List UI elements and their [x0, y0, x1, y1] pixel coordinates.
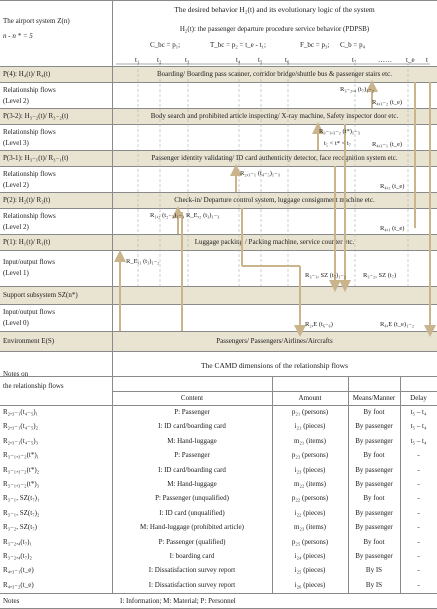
table-left-title: Notes on: [3, 370, 29, 378]
row-delay: -: [417, 451, 420, 460]
tick-t5: t₅: [258, 56, 263, 64]
row-content: P: Passenger: [174, 451, 210, 460]
support-label: Support subsystem SZ(n*): [3, 291, 78, 299]
flow-sub-6: (Level 0): [3, 319, 29, 327]
system-subtitle: n - n * = 5: [3, 32, 33, 40]
flow-label-6: Input/output flows: [3, 308, 55, 316]
table-title: The CAMD dimensions of the relationship flows: [200, 361, 349, 370]
col-amount: Amount: [298, 394, 322, 402]
row-flow: R₃₋₁,₃₋₂(t*)₁: [3, 451, 40, 460]
row-content: I: Dissatisfaction survey report: [148, 566, 236, 575]
tick-t3: t₃: [185, 56, 190, 64]
row-flow: R₃₋₂, SZ(t₇): [3, 523, 37, 532]
level-p4-text: Boarding/ Boarding pass scanner, corridor bridge/shuttle bus & passenger stairs etc.: [157, 70, 392, 78]
col-means: Means/Manner: [352, 394, 396, 402]
row-delay: -: [417, 494, 420, 503]
tick-t4: t₄: [236, 56, 241, 64]
level-p4-label: P(4): H₄(t)/ R₄(t): [3, 70, 51, 78]
tick-dots: ……: [378, 56, 392, 64]
flow-r4e: R₄,E (t_e)₁₋₂: [380, 321, 415, 328]
flow-label-1: Relationship flows: [3, 86, 56, 94]
flow-label-4: Relationship flows: [3, 212, 56, 220]
row-flow: R₂,₃₋₁(t₄₋₅)₁: [3, 408, 39, 416]
flow-r231: R₂,₃₋₁ (t₄₋₅)₁₋₃: [240, 170, 280, 177]
notes-label: Notes: [3, 597, 20, 605]
row-means: By IS: [365, 566, 383, 575]
row-content: I: boarding card: [169, 552, 215, 560]
col-delay: Delay: [410, 394, 427, 402]
row-content: P: Passenger (unqualified): [155, 494, 229, 503]
row-content: I: ID card/boarding card: [158, 465, 226, 474]
row-delay: -: [417, 566, 420, 575]
flow-r3132: R₃₋₁,₃₋₂ (t*)₁₋₃: [319, 128, 360, 135]
param-tbc: T_bc = p₂ = t_e - t₁;: [210, 41, 266, 49]
param-cbc: C_bc = p₁;: [150, 41, 181, 49]
row-amount: m₂₁ (items): [294, 436, 326, 445]
flow-r42: R₄,₂ (t_e): [380, 183, 405, 190]
flow-re1: R_E,₁ (t₁)₁₋₂: [126, 258, 160, 265]
flow-re2: R_E,₂ (t₃)₁₋₃: [186, 212, 220, 219]
row-means: By passenger: [355, 552, 393, 560]
flow-r431: R₄,₃₋₁ (t_e): [372, 141, 403, 148]
row-flow: R₂,₃₋₁(t₄₋₅)₂: [3, 422, 39, 431]
row-amount: m₂₃ (items): [294, 523, 326, 532]
tick-t6: t₆: [285, 56, 290, 64]
row-amount: i₂₅ (pieces): [294, 566, 326, 575]
row-content: I: ID card/boarding card: [158, 422, 226, 431]
flow-sub-4: (Level 2): [3, 223, 29, 231]
param-cb: C_b = p₄: [340, 41, 366, 49]
flow-label-3: Relationship flows: [3, 170, 56, 178]
row-content: M: Hand-luggage: [167, 436, 217, 445]
flow-r41: R₄,₁ (t_e): [380, 225, 405, 232]
param-fbc: F_bc = p₃;: [300, 41, 330, 49]
row-flow: R₃₋₁,₃₋₂(t*)₃: [3, 480, 40, 488]
tick-t: t: [426, 56, 428, 64]
row-content: P: Passenger (qualified): [158, 537, 226, 546]
row-delay: -: [417, 552, 420, 560]
row-content: I: Dissatisfaction survey report: [148, 580, 236, 589]
row-delay: -: [417, 465, 420, 474]
row-amount: p₂₅ (persons): [291, 537, 329, 546]
row-content: I: ID card (unqualified): [159, 508, 225, 517]
row-amount: i₂₃ (pieces): [294, 465, 326, 474]
flow-sub-3: (Level 2): [3, 181, 29, 189]
row-means: By passenger: [355, 436, 393, 445]
row-delay: -: [417, 508, 420, 517]
row-means: By passenger: [355, 523, 393, 532]
row-amount: p₂₂ (persons): [291, 494, 329, 503]
row-means: By foot: [363, 537, 385, 546]
row-flow: R₃₋₁, SZ(t₇)₁: [3, 494, 40, 503]
level-p1-label: P(1): H₁(t)/ R₁(t): [3, 238, 51, 246]
level-p2-text: Check-in/ Departure control system, luggage consignment machine etc.: [174, 196, 375, 204]
row-means: By foot: [363, 408, 385, 416]
row-means: By passenger: [355, 480, 393, 488]
row-delay: -: [417, 537, 420, 546]
row-means: By passenger: [355, 422, 393, 431]
row-means: By passenger: [355, 465, 393, 474]
row-amount: m₂₂ (items): [294, 480, 326, 488]
flow-sub-1: (Level 2): [3, 97, 29, 105]
level-p31-text: Passenger identity validating/ ID card authenticity detector, face recognition system etc.: [151, 154, 398, 162]
row-amount: p₂₃ (persons): [291, 451, 329, 460]
level-p2-label: P(2): H₂(t)/ R₂(t): [3, 196, 51, 204]
row-delay: -: [417, 580, 420, 589]
behavior-title: The desired behavior H₂(t) and its evolutionary logic of the system: [174, 5, 375, 14]
row-means: By foot: [363, 494, 385, 503]
row-content: P: Passenger: [174, 408, 210, 416]
row-means: By IS: [365, 580, 383, 589]
env-text: Passengers/ Passengers/Airlines/Aircrafts: [216, 337, 333, 345]
flow-label-5: Input/output flows: [3, 258, 55, 266]
row-means: By passenger: [355, 508, 393, 517]
row-amount: p₂₁ (persons): [291, 408, 329, 416]
row-delay: t₅ – t₄: [410, 436, 427, 445]
row-delay: -: [417, 523, 420, 532]
row-amount: i₂₄ (pieces): [294, 552, 326, 560]
flow-sub-5: (Level 1): [3, 269, 29, 277]
row-content: M: Hand-luggage: [167, 480, 217, 488]
flow-tstar: t₅ < t* < t₇: [324, 140, 352, 147]
row-flow: R₃₋₁,₃₋₂(t*)₂: [3, 465, 40, 474]
row-content: M: Hand-luggage (prohibited article): [140, 523, 244, 532]
col-content: Content: [180, 394, 204, 402]
row-flow: R₃₋₁, SZ(t₇)₂: [3, 508, 40, 517]
level-p32-label: P(3-2): H₃₋₂(t)/ R₃₋₂(t): [3, 112, 69, 120]
system-title: The airport system Z(n): [3, 17, 70, 25]
tick-t1: t₁: [135, 56, 140, 64]
row-delay: -: [417, 480, 420, 488]
flow-r432: R₄,₃₋₂ (t_e): [372, 99, 403, 106]
level-p1-text: Luggage packing / Packing machine, service counter etc.: [194, 238, 355, 246]
level-p31-label: P(3-1): H₃₋₁(t)/ R₃₋₁(t): [3, 154, 69, 162]
flow-r3241: R₃₋₂,₄ (t₇)₁₋₂: [340, 86, 375, 93]
flow-sub-2: (Level 3): [3, 139, 29, 147]
row-flow: R₄,₃₋₂(t_e): [3, 580, 34, 589]
flow-label-2: Relationship flows: [3, 128, 56, 136]
tick-te: t_e: [406, 56, 415, 64]
env-label: Environment E(S): [3, 337, 55, 345]
row-means: By foot: [363, 451, 385, 460]
table-left-sub: the relationship flows: [3, 382, 64, 390]
pdpsb-title: H₂(t): the passenger departure procedure service behavior (PDPSB): [179, 25, 370, 33]
flow-r32sz: R₃₋₂, SZ (t₇): [363, 272, 397, 279]
row-amount: i₂₁ (pieces): [294, 422, 326, 431]
row-flow: R₃₋₂,₄(t₇)₁: [3, 537, 32, 546]
row-flow: R₂,₃₋₁(t₄₋₅)₃: [3, 436, 39, 445]
row-flow: R₃₋₂,₄(t₇)₂: [3, 552, 32, 560]
flow-r12: R₁,₂ (t₂₋₃)₁₋₃: [150, 212, 185, 219]
tick-t2: t₂: [157, 56, 162, 64]
row-amount: i₂₂ (pieces): [294, 508, 326, 517]
tick-t7: t₇: [352, 56, 357, 64]
flow-r2e: R₂,E (t₆₋₆): [305, 321, 333, 328]
level-p32-text: Body search and prohibited article inspecting/ X-ray machine, Safety inspector door etc.: [150, 112, 399, 120]
notes-text: I: Information; M: Material; P: Personnel: [120, 597, 236, 605]
row-amount: i₂₆ (pieces): [294, 580, 326, 589]
row-delay: t₅ – t₄: [410, 408, 427, 416]
row-flow: R₄,₃₋₁(t_e): [3, 566, 34, 575]
row-delay: t₅ – t₄: [410, 422, 427, 431]
flow-r31sz: R₃₋₁, SZ (t₇)₁₋₂: [305, 272, 347, 279]
